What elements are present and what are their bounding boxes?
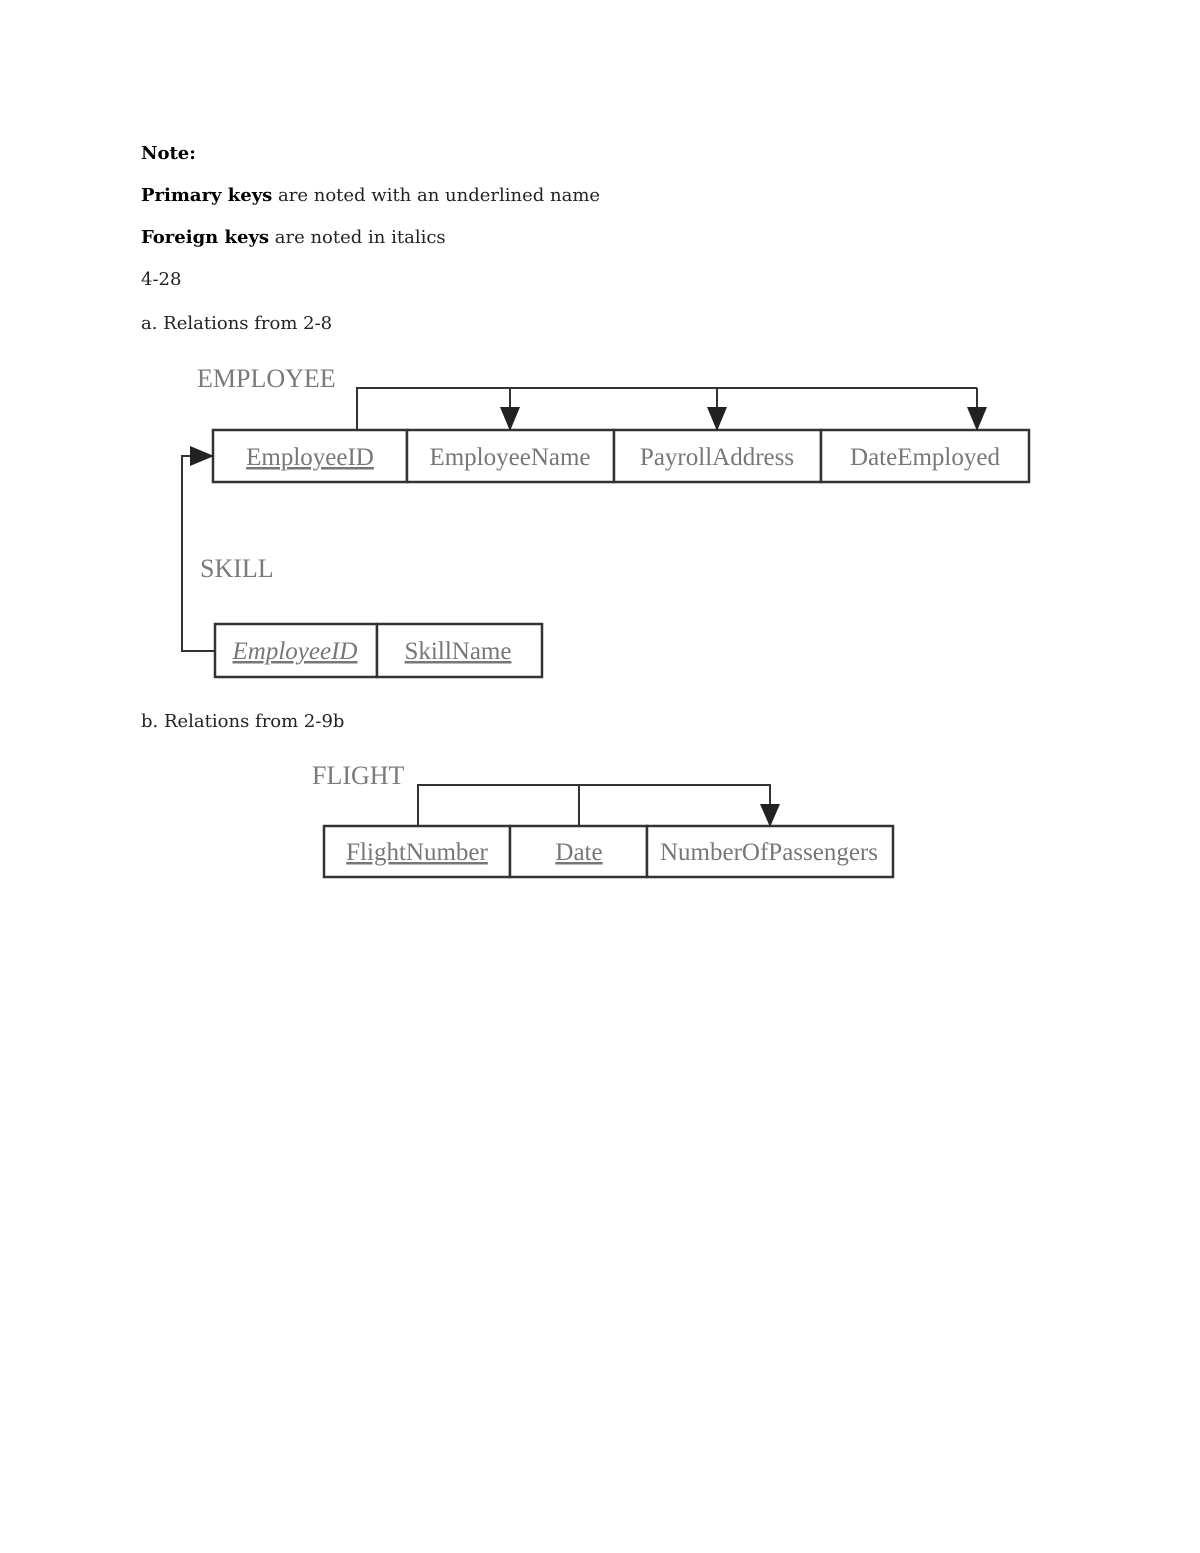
employee-dependency-line xyxy=(357,388,977,430)
employee-dateemployed-attr: DateEmployed xyxy=(850,444,1000,471)
foreign-key-note: Foreign keys are noted in italics xyxy=(141,227,446,248)
arrow-down-icon xyxy=(967,407,987,431)
employee-payrolladdress-attr: PayrollAddress xyxy=(639,444,795,471)
flight-relation-name: FLIGHT xyxy=(312,761,405,790)
arrow-down-icon xyxy=(760,804,780,827)
skill-skillname-attr: SkillName xyxy=(404,638,512,665)
primary-key-note: Primary keys are noted with an underlined name xyxy=(141,185,601,206)
arrow-right-icon xyxy=(190,446,214,466)
flight-flightnumber-attr: FlightNumber xyxy=(346,839,488,866)
skill-relation-name: SKILL xyxy=(200,554,274,583)
flight-table xyxy=(324,826,893,877)
flight-dependency-line xyxy=(418,785,770,826)
section-b-caption: b. Relations from 2-9b xyxy=(141,711,345,732)
arrow-down-icon xyxy=(500,407,520,431)
skill-table xyxy=(215,624,542,677)
flight-numberofpassengers-attr: NumberOfPassengers xyxy=(659,839,879,866)
flight-date-attr: Date xyxy=(555,839,603,866)
employee-employeeid-attr: EmployeeID xyxy=(246,444,374,471)
note-heading: Note: xyxy=(141,143,196,164)
employee-employeename-attr: EmployeeName xyxy=(429,444,591,471)
employee-table xyxy=(213,430,1029,482)
arrow-down-icon xyxy=(707,407,727,431)
skill-employeeid-attr: EmployeeID xyxy=(232,638,358,665)
employee-relation-name: EMPLOYEE xyxy=(197,364,336,393)
problem-number: 4-28 xyxy=(141,269,182,290)
section-a-caption: a. Relations from 2-8 xyxy=(141,313,333,334)
